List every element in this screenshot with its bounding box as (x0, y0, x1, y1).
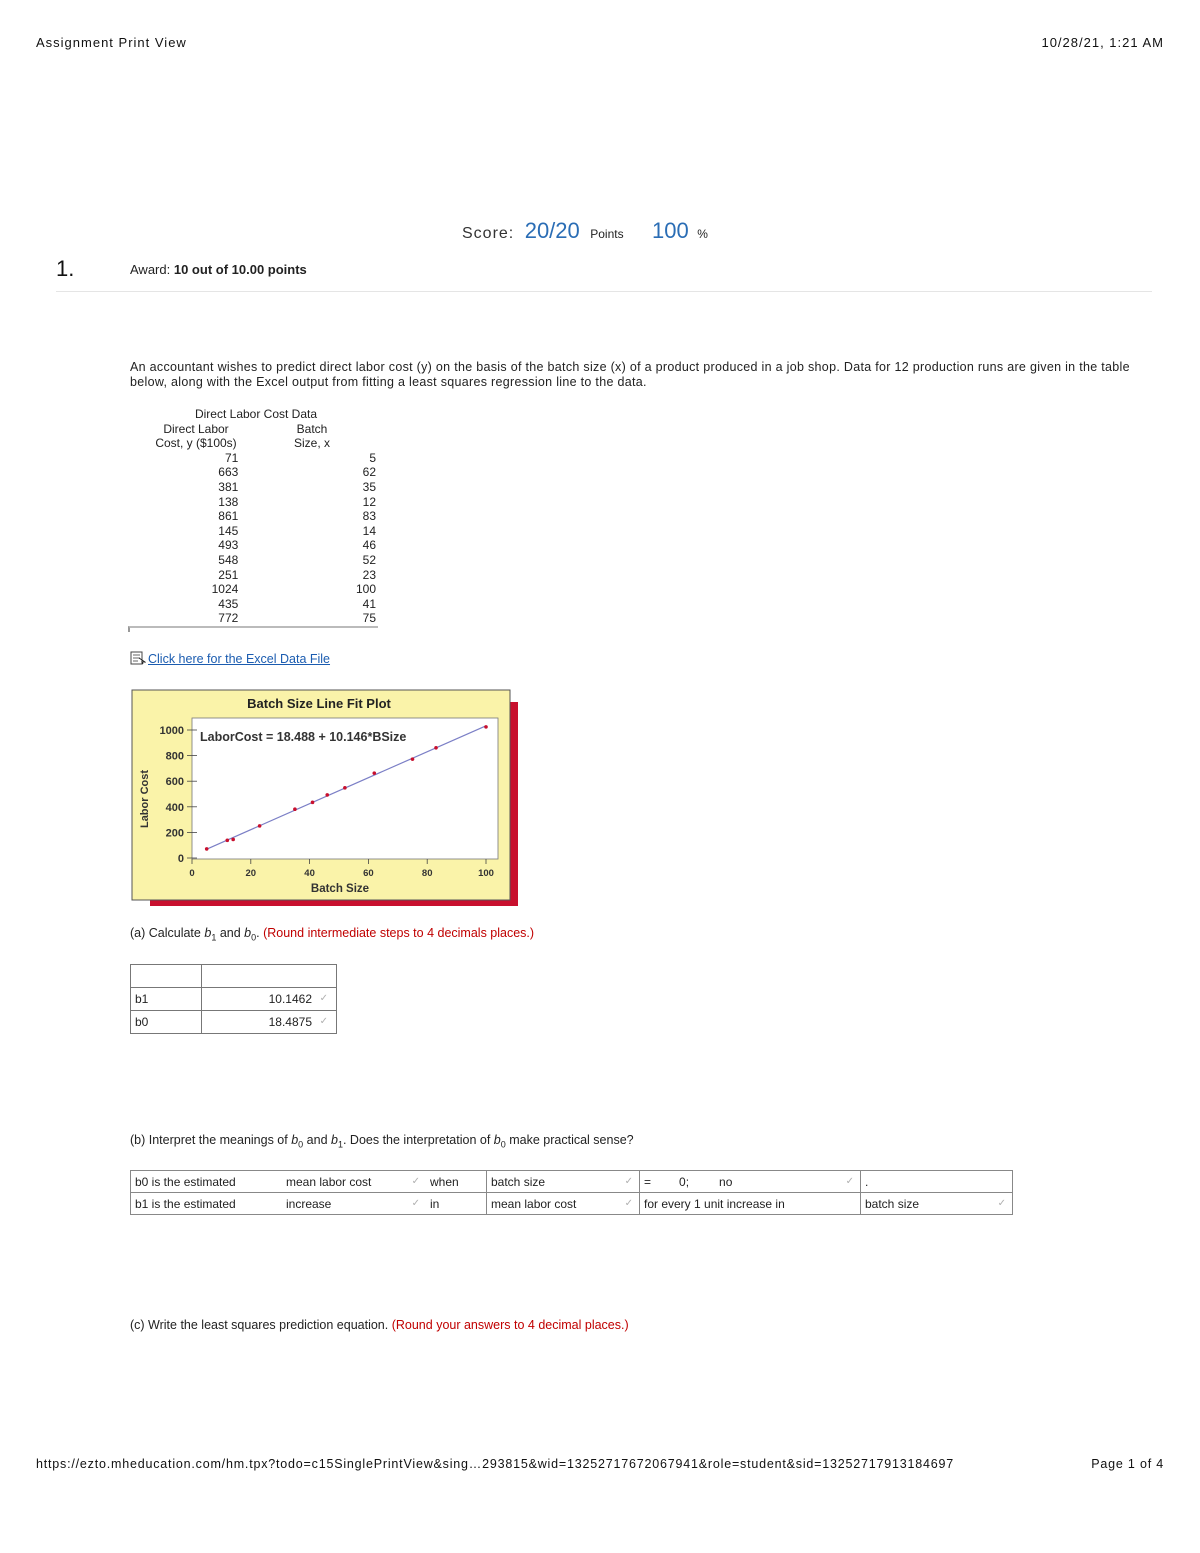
y-tick-label: 600 (165, 776, 184, 789)
data-point (258, 824, 262, 828)
select-b0-quantity[interactable] (282, 1171, 426, 1193)
row-b0-end: . (861, 1171, 1013, 1193)
cost-cell: 1024 (211, 582, 239, 597)
interpretation-row-b1 (131, 1193, 1013, 1215)
divider (56, 291, 1152, 292)
data-point (434, 746, 438, 750)
data-point (325, 793, 329, 797)
data-point (205, 847, 209, 851)
cost-cell: 381 (218, 479, 239, 494)
y-tick-label: 400 (165, 801, 184, 814)
part-b-b0: b (291, 1133, 299, 1147)
score-percent-sign: % (697, 227, 708, 241)
check-icon: ✓ (411, 1198, 420, 1209)
regression-equation: LaborCost = 18.488 + 10.146*BSize (200, 730, 407, 744)
excel-data-file-link[interactable] (130, 651, 330, 668)
size-cell: 75 (362, 611, 376, 626)
part-b-text-1: (b) Interpret the meanings of (130, 1133, 288, 1147)
cost-cell: 861 (218, 509, 239, 524)
size-cell: 62 (362, 465, 376, 480)
select-b1-variable[interactable] (487, 1193, 640, 1215)
select-b0-variable[interactable] (487, 1171, 640, 1193)
data-row (130, 611, 376, 626)
part-c-note: (Round your answers to 4 decimal places.) (391, 1318, 629, 1332)
data-row (130, 553, 376, 568)
x-axis-label: Batch Size (310, 883, 370, 895)
score-points-label: Points (590, 227, 624, 241)
part-b-b0-2: b (493, 1133, 501, 1147)
award-label: Award: (130, 262, 171, 277)
score-bar (462, 218, 708, 244)
answer-value-b0: 18.4875 (268, 1015, 312, 1029)
x-tick-label: 0 (189, 868, 195, 879)
part-a-answer-table (130, 964, 337, 1034)
part-a-and: and (219, 926, 241, 940)
x-tick-label: 100 (478, 868, 494, 879)
data-row (130, 509, 376, 524)
data-row (130, 568, 376, 583)
part-a-b0-sub: 0 (251, 932, 257, 943)
x-tick-label: 40 (304, 868, 315, 879)
answer-input-b0[interactable] (202, 1011, 337, 1034)
select-b1-predictor[interactable] (861, 1193, 1013, 1215)
part-a-prompt (130, 926, 534, 943)
y-tick-label: 200 (165, 827, 184, 840)
col-cost-header-1: Direct Labor (163, 421, 229, 436)
row-b1-word: in (426, 1193, 487, 1215)
answer-value-b1: 10.1462 (268, 992, 312, 1006)
labor-cost-data-table (130, 407, 376, 626)
sense-answer: no (719, 1174, 733, 1189)
cost-cell: 663 (218, 465, 239, 480)
select-b0-sense[interactable] (640, 1171, 861, 1193)
row-b1-phrase: for every 1 unit increase in (640, 1193, 861, 1215)
line-fit-plot (130, 688, 522, 915)
data-row (130, 582, 376, 597)
check-icon: ✓ (624, 1176, 633, 1187)
part-b-b1-sub: 1 (337, 1139, 343, 1150)
data-row (130, 495, 376, 510)
answer-header-row (131, 965, 337, 988)
score-label: Score: (462, 225, 515, 242)
data-point (311, 801, 315, 805)
check-icon: ✓ (319, 993, 328, 1004)
check-icon: ✓ (624, 1198, 633, 1209)
check-icon: ✓ (411, 1176, 420, 1187)
part-c-prompt (130, 1318, 629, 1332)
part-b-text-4: make practical sense? (509, 1133, 634, 1147)
data-table-title: Direct Labor Cost Data (194, 407, 318, 421)
data-point (293, 807, 297, 811)
score-percent: 100 (652, 218, 689, 243)
part-a-note: (Round intermediate steps to 4 decimals places.) (263, 926, 535, 940)
part-b-b0-sub-2: 0 (500, 1139, 506, 1150)
part-b-b1: b (331, 1133, 338, 1147)
chart-title: Batch Size Line Fit Plot (247, 696, 391, 711)
row-b1-lead: b1 is the estimated (131, 1193, 283, 1215)
data-row (130, 451, 376, 466)
col-size-header-2: Size, x (293, 436, 330, 451)
part-a-label: (a) Calculate (130, 926, 201, 940)
part-b-text-2: and (306, 1133, 328, 1147)
col-size-header-1: Batch (296, 421, 328, 436)
size-cell: 5 (369, 450, 376, 465)
data-point (484, 725, 488, 729)
equals-sign: = (644, 1174, 652, 1189)
data-row (130, 480, 376, 495)
answer-row-b0 (131, 1011, 337, 1034)
select-b1-predictor-value: batch size (865, 1196, 920, 1211)
data-table-rows (130, 451, 376, 626)
question-number: 1. (56, 256, 75, 281)
col-cost-header-2: Cost, y ($100s) (155, 436, 237, 451)
data-point (411, 757, 415, 761)
x-tick-label: 20 (245, 868, 257, 879)
answer-name-b1: b1 (131, 988, 202, 1011)
part-a-period: . (256, 926, 260, 940)
data-row (130, 524, 376, 539)
x-tick-label: 80 (421, 868, 433, 879)
footer-page-number: Page 1 of 4 (1091, 1457, 1164, 1471)
size-cell: 52 (362, 552, 376, 567)
interpretation-row-b0 (131, 1171, 1013, 1193)
part-a-b1: b (204, 926, 212, 940)
award-value: 10 out of 10.00 points (173, 262, 307, 277)
y-tick-label: 0 (177, 853, 184, 865)
answer-input-b1[interactable] (202, 988, 337, 1011)
cost-cell: 138 (218, 494, 239, 509)
x-tick-label: 60 (363, 868, 374, 879)
data-point (343, 786, 347, 790)
size-cell: 100 (355, 582, 376, 597)
answer-name-b0: b0 (131, 1011, 202, 1034)
size-cell: 46 (362, 538, 376, 553)
row-b0-lead: b0 is the estimated (131, 1171, 283, 1193)
cost-cell: 772 (218, 611, 239, 626)
select-b1-quantity-value: increase (286, 1196, 332, 1211)
check-icon: ✓ (319, 1016, 328, 1027)
print-title: Assignment Print View (36, 35, 187, 50)
check-icon: ✓ (845, 1176, 854, 1187)
data-row (130, 597, 376, 612)
cost-cell: 145 (218, 523, 239, 538)
size-cell: 41 (362, 596, 376, 611)
y-tick-label: 1000 (159, 725, 184, 737)
data-table-bottom-rule (128, 626, 378, 632)
part-a-b0: b (244, 926, 252, 940)
cost-cell: 493 (218, 538, 239, 553)
footer-url: https://ezto.mheducation.com/hm.tpx?todo=c15SinglePrintView&sing…293815&wid=13252717672067941&role=student&sid=13252717913184697 (36, 1457, 955, 1471)
cost-cell: 71 (224, 450, 239, 465)
data-row (130, 465, 376, 480)
y-tick-label: 800 (165, 750, 184, 763)
select-b0-variable-value: batch size (491, 1174, 546, 1189)
check-icon: ✓ (997, 1198, 1006, 1209)
size-cell: 23 (362, 567, 376, 582)
data-point (231, 838, 235, 842)
part-b-text-3: . Does the interpretation of (342, 1133, 491, 1147)
size-cell: 14 (362, 523, 376, 538)
select-b1-quantity[interactable] (282, 1193, 426, 1215)
part-a-b1-sub: 1 (211, 932, 217, 943)
data-point (372, 771, 376, 775)
print-datetime: 10/28/21, 1:21 AM (1041, 35, 1164, 50)
part-b-interpretation-table (130, 1170, 1013, 1215)
size-cell: 83 (362, 509, 376, 524)
select-b0-quantity-value: mean labor cost (286, 1174, 372, 1189)
score-value: 20/20 (524, 218, 580, 243)
select-b1-variable-value: mean labor cost (491, 1196, 577, 1211)
part-b-prompt (130, 1133, 634, 1150)
part-c-label: (c) Write the least squares prediction equation. (130, 1318, 389, 1332)
data-point (225, 839, 229, 843)
answer-row-b1 (131, 988, 337, 1011)
y-axis-label: Labor Cost (139, 769, 151, 829)
part-b-b0-sub: 0 (298, 1139, 304, 1150)
document-icon (130, 651, 146, 668)
excel-link-text[interactable]: Click here for the Excel Data File (148, 652, 331, 666)
question-prompt: An accountant wishes to predict direct labor cost (y) on the basis of the batch size (x) of a product produced in a job shop. Data for 12 production runs are given in the table below, along with the Excel output from fitting a least squares regression line to the data. (130, 360, 1130, 389)
size-cell: 12 (362, 494, 376, 509)
award-line (130, 262, 307, 277)
size-cell: 35 (362, 479, 376, 494)
row-b0-word: when (426, 1171, 487, 1193)
cost-cell: 548 (218, 552, 239, 567)
equals-value: 0; (679, 1174, 690, 1189)
cost-cell: 435 (218, 596, 239, 611)
data-row (130, 538, 376, 553)
line-fit-plot-svg (130, 688, 522, 910)
cost-cell: 251 (218, 567, 239, 582)
